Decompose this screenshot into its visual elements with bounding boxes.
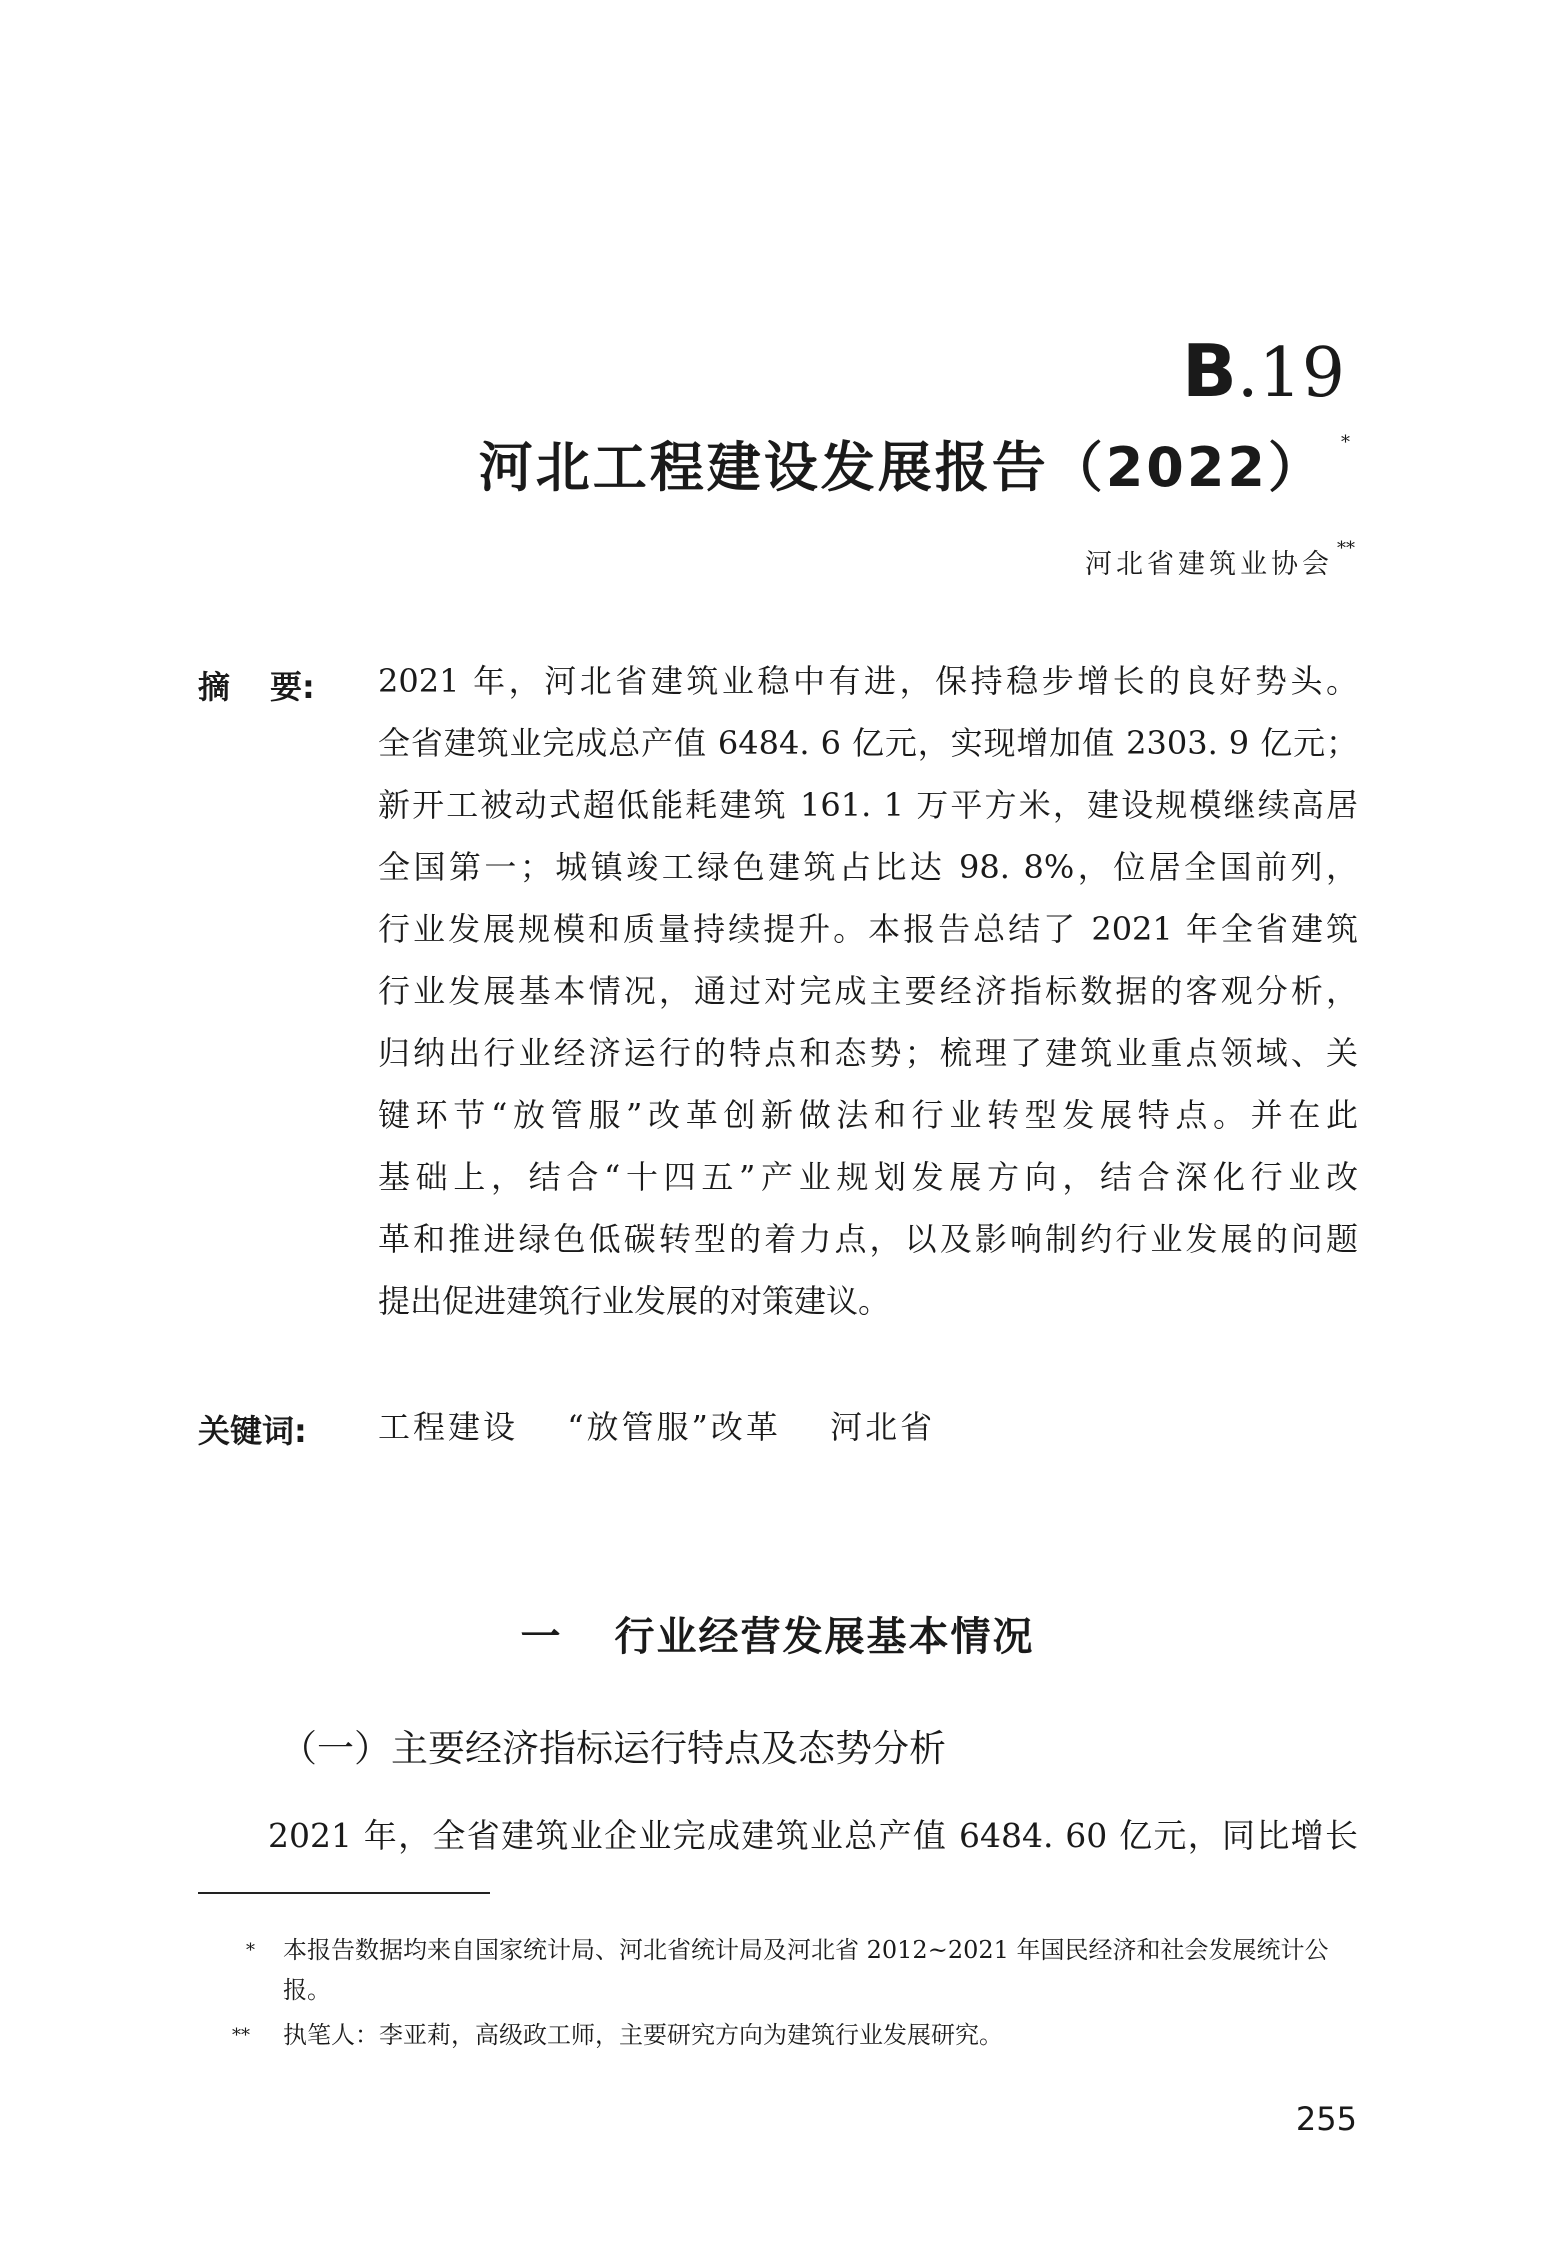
abstract-line: 革和推进绿色低碳转型的着力点，以及影响制约行业发展的问题 <box>378 1220 1358 1258</box>
keyword: 河北省 <box>830 1408 936 1446</box>
abstract-body <box>378 650 1358 1332</box>
abstract-line: 提出促进建筑行业发展的对策建议。 <box>378 1282 891 1320</box>
section-title: 行业经营发展基本情况 <box>614 1614 1035 1660</box>
body-paragraph: 2021 年，全省建筑业企业完成建筑业总产值 6484. 60 亿元，同比增长 <box>268 1816 1358 1855</box>
keyword: “放管服”改革 <box>567 1408 781 1446</box>
footnote-divider <box>198 1892 490 1894</box>
abstract-label: 摘 要: <box>198 668 315 706</box>
page-number: 255 <box>1295 2100 1357 2138</box>
footnote-mark: ** <box>232 2025 250 2046</box>
page-title: 河北工程建设发展报告（2022） <box>478 436 1325 499</box>
abstract-line: 基础上，结合“十四五”产业规划发展方向，结合深化行业改 <box>378 1158 1358 1196</box>
abstract-line: 全省建筑业完成总产值 6484. 6 亿元，实现增加值 2303. 9 亿元； <box>378 724 1358 762</box>
abstract-line: 行业发展规模和质量持续提升。本报告总结了 2021 年全省建筑 <box>378 910 1358 948</box>
abstract-line: 行业发展基本情况，通过对完成主要经济指标数据的客观分析， <box>378 972 1358 1010</box>
keyword: 工程建设 <box>378 1408 519 1446</box>
footnote: 本报告数据均来自国家统计局、河北省统计局及河北省 2012~2021 年国民经济和社会发展统计公报。 <box>283 1936 1329 2004</box>
abstract-line: 新开工被动式超低能耗建筑 161. 1 万平方米，建设规模继续高居 <box>378 786 1358 824</box>
abstract-line: 全国第一；城镇竣工绿色建筑占比达 98. 8%，位居全国前列， <box>378 848 1358 886</box>
section-heading <box>0 1605 1555 1662</box>
chapter-index: .19 <box>1236 334 1345 413</box>
footnote: 执笔人：李亚莉，高级政工师，主要研究方向为建筑行业发展研究。 <box>283 2021 1003 2049</box>
abstract-line: 归纳出行业经济运行的特点和态势；梳理了建筑业重点领域、关 <box>378 1034 1358 1072</box>
abstract-line: 键环节“放管服”改革创新做法和行业转型发展特点。并在此 <box>378 1096 1358 1134</box>
keywords-list <box>378 1402 971 1448</box>
keywords-label: 关键词: <box>198 1412 307 1450</box>
subsection-heading: （一）主要经济指标运行特点及态势分析 <box>280 1727 946 1770</box>
author: 河北省建筑业协会 <box>1085 549 1333 580</box>
footnote-mark: * <box>246 1940 255 1961</box>
chapter-letter: B <box>1181 329 1237 413</box>
title-footnote-mark: * <box>1341 432 1350 453</box>
chapter-number <box>1181 329 1345 413</box>
author-footnote-mark: ** <box>1337 538 1355 559</box>
abstract-line: 2021 年，河北省建筑业稳中有进，保持稳步增长的良好势头。 <box>378 662 1358 700</box>
section-number: 一 <box>520 1614 563 1660</box>
